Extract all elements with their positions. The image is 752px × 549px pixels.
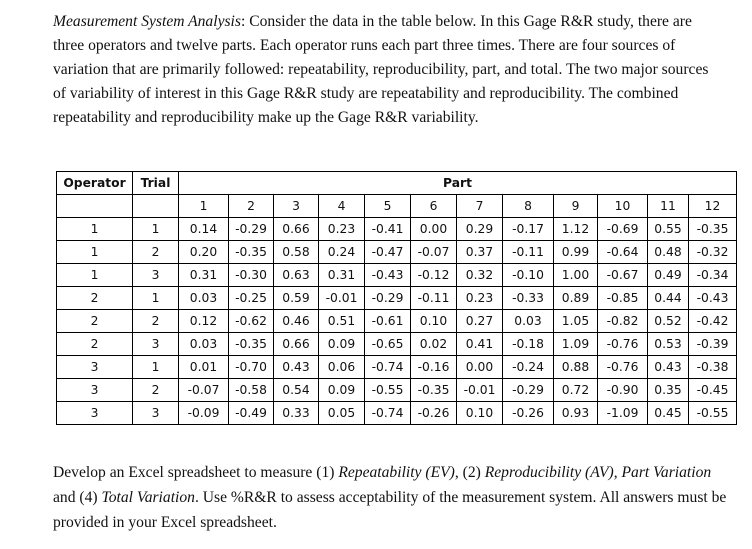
- measurement-cell: -0.47: [365, 241, 411, 264]
- part-number-cell: 7: [457, 195, 503, 218]
- measurement-cell: 1.00: [554, 264, 598, 287]
- task-text-2: , (2): [454, 464, 485, 481]
- measurement-cell: 0.31: [179, 264, 229, 287]
- measurement-cell: 0.09: [319, 333, 365, 356]
- table-row: [57, 264, 737, 287]
- trial-cell: 3: [133, 402, 179, 425]
- measurement-cell: -0.90: [598, 379, 648, 402]
- table-row: [57, 402, 737, 425]
- measurement-cell: 0.03: [179, 333, 229, 356]
- part-number-cell: 10: [598, 195, 648, 218]
- task-reproducibility: Reproducibility (AV): [484, 464, 614, 481]
- table-row: [57, 356, 737, 379]
- measurement-cell: 0.59: [274, 287, 319, 310]
- measurement-cell: -0.10: [503, 264, 554, 287]
- operator-cell: 2: [57, 333, 133, 356]
- measurement-cell: -0.45: [689, 379, 737, 402]
- part-number-cell: 11: [648, 195, 689, 218]
- measurement-cell: -0.65: [365, 333, 411, 356]
- trial-cell: 2: [133, 379, 179, 402]
- measurement-cell: -0.42: [689, 310, 737, 333]
- measurement-cell: -0.12: [411, 264, 457, 287]
- measurement-cell: 0.05: [319, 402, 365, 425]
- measurement-cell: 0.53: [648, 333, 689, 356]
- measurement-cell: -0.55: [689, 402, 737, 425]
- measurement-cell: 0.23: [457, 287, 503, 310]
- measurement-cell: 0.29: [457, 218, 503, 241]
- measurement-cell: -0.67: [598, 264, 648, 287]
- measurement-cell: 0.43: [274, 356, 319, 379]
- measurement-cell: 0.58: [274, 241, 319, 264]
- measurement-cell: 0.88: [554, 356, 598, 379]
- trial-cell: 3: [133, 264, 179, 287]
- measurement-cell: -0.74: [365, 356, 411, 379]
- task-text-4: and (4): [53, 489, 102, 506]
- measurement-cell: 0.01: [179, 356, 229, 379]
- measurement-cell: 0.24: [319, 241, 365, 264]
- measurement-cell: 0.02: [411, 333, 457, 356]
- part-number-cell: 2: [229, 195, 274, 218]
- part-number-cell: 1: [179, 195, 229, 218]
- trial-header: Trial: [133, 172, 179, 195]
- measurement-cell: -0.09: [179, 402, 229, 425]
- task-instructions: [53, 460, 733, 535]
- measurement-cell: -0.01: [319, 287, 365, 310]
- table-row: [57, 241, 737, 264]
- part-number-cell: 9: [554, 195, 598, 218]
- trial-cell: 2: [133, 241, 179, 264]
- intro-body: : Consider the data in the table below. In this Gage R&R study, there are three operators and twelve parts. Each operator runs each part three times. There are four sources of variation that are primarily followed: repeatability, reproducibility, part, and total. The two major sources of variability of interest in this Gage R&R study are repeatability and reproducibility. The combined repeatability and reproducibility make up the Gage R&R variability.: [53, 13, 709, 126]
- table-body: [57, 218, 737, 425]
- measurement-cell: -0.55: [365, 379, 411, 402]
- measurement-cell: -0.30: [229, 264, 274, 287]
- measurement-cell: 1.12: [554, 218, 598, 241]
- measurement-cell: 0.31: [319, 264, 365, 287]
- table-row: [57, 310, 737, 333]
- measurement-cell: 0.03: [179, 287, 229, 310]
- measurement-cell: 0.46: [274, 310, 319, 333]
- measurement-cell: -0.07: [179, 379, 229, 402]
- measurement-cell: -0.39: [689, 333, 737, 356]
- measurement-cell: -0.35: [411, 379, 457, 402]
- trial-cell: 1: [133, 287, 179, 310]
- measurement-cell: -0.29: [503, 379, 554, 402]
- table-row: [57, 379, 737, 402]
- measurement-cell: 0.35: [648, 379, 689, 402]
- measurement-cell: -0.33: [503, 287, 554, 310]
- measurement-cell: -0.49: [229, 402, 274, 425]
- measurement-cell: 0.10: [411, 310, 457, 333]
- measurement-cell: -0.76: [598, 356, 648, 379]
- header-row: [57, 172, 737, 195]
- operator-cell: 3: [57, 356, 133, 379]
- measurement-cell: -0.35: [229, 241, 274, 264]
- blank-cell: [57, 195, 133, 218]
- task-part-variation: Part Variation: [621, 464, 712, 481]
- measurement-cell: 0.52: [648, 310, 689, 333]
- measurement-cell: 0.27: [457, 310, 503, 333]
- measurement-cell: -0.82: [598, 310, 648, 333]
- gage-rr-table: [56, 171, 737, 425]
- problem-intro: [53, 10, 723, 130]
- measurement-cell: 0.54: [274, 379, 319, 402]
- measurement-cell: 0.32: [457, 264, 503, 287]
- operator-cell: 3: [57, 402, 133, 425]
- measurement-cell: -0.38: [689, 356, 737, 379]
- measurement-cell: 0.41: [457, 333, 503, 356]
- operator-cell: 1: [57, 218, 133, 241]
- part-number-row: [57, 195, 737, 218]
- measurement-cell: -0.24: [503, 356, 554, 379]
- measurement-cell: 0.99: [554, 241, 598, 264]
- part-number-cell: 8: [503, 195, 554, 218]
- trial-cell: 2: [133, 310, 179, 333]
- task-total-variation: Total Variation: [101, 489, 195, 506]
- measurement-cell: 0.72: [554, 379, 598, 402]
- measurement-cell: -0.70: [229, 356, 274, 379]
- part-header: Part: [179, 172, 737, 195]
- measurement-cell: -0.43: [689, 287, 737, 310]
- measurement-cell: 0.48: [648, 241, 689, 264]
- measurement-cell: -1.09: [598, 402, 648, 425]
- measurement-cell: 0.09: [319, 379, 365, 402]
- measurement-cell: 0.00: [411, 218, 457, 241]
- measurement-cell: 0.03: [503, 310, 554, 333]
- trial-cell: 1: [133, 218, 179, 241]
- measurement-cell: -0.26: [411, 402, 457, 425]
- measurement-cell: 0.63: [274, 264, 319, 287]
- measurement-cell: -0.07: [411, 241, 457, 264]
- measurement-cell: 0.44: [648, 287, 689, 310]
- measurement-cell: -0.69: [598, 218, 648, 241]
- measurement-cell: -0.29: [229, 218, 274, 241]
- measurement-cell: -0.64: [598, 241, 648, 264]
- task-repeatability: Repeatability (EV): [338, 464, 455, 481]
- operator-cell: 2: [57, 310, 133, 333]
- measurement-cell: 0.00: [457, 356, 503, 379]
- measurement-cell: 0.37: [457, 241, 503, 264]
- measurement-cell: 0.51: [319, 310, 365, 333]
- measurement-cell: 0.33: [274, 402, 319, 425]
- measurement-cell: -0.17: [503, 218, 554, 241]
- measurement-cell: -0.76: [598, 333, 648, 356]
- measurement-cell: 0.66: [274, 333, 319, 356]
- trial-cell: 3: [133, 333, 179, 356]
- measurement-cell: 0.45: [648, 402, 689, 425]
- measurement-cell: -0.35: [229, 333, 274, 356]
- measurement-cell: -0.18: [503, 333, 554, 356]
- measurement-cell: 1.05: [554, 310, 598, 333]
- part-number-cell: 6: [411, 195, 457, 218]
- measurement-cell: 1.09: [554, 333, 598, 356]
- part-number-cell: 5: [365, 195, 411, 218]
- trial-cell: 1: [133, 356, 179, 379]
- measurement-cell: -0.16: [411, 356, 457, 379]
- measurement-cell: -0.26: [503, 402, 554, 425]
- measurement-cell: -0.43: [365, 264, 411, 287]
- table-row: [57, 287, 737, 310]
- task-text-1: Develop an Excel spreadsheet to measure (1): [53, 464, 339, 481]
- measurement-cell: 0.49: [648, 264, 689, 287]
- measurement-cell: -0.58: [229, 379, 274, 402]
- measurement-cell: -0.62: [229, 310, 274, 333]
- measurement-cell: 0.66: [274, 218, 319, 241]
- measurement-cell: -0.34: [689, 264, 737, 287]
- measurement-cell: 0.10: [457, 402, 503, 425]
- measurement-cell: 0.20: [179, 241, 229, 264]
- measurement-cell: 0.89: [554, 287, 598, 310]
- measurement-cell: -0.11: [503, 241, 554, 264]
- part-number-cell: 12: [689, 195, 737, 218]
- intro-title: Measurement System Analysis: [53, 13, 241, 30]
- measurement-cell: 0.14: [179, 218, 229, 241]
- operator-cell: 3: [57, 379, 133, 402]
- measurement-cell: 0.23: [319, 218, 365, 241]
- measurement-cell: -0.11: [411, 287, 457, 310]
- measurement-cell: 0.06: [319, 356, 365, 379]
- table-row: [57, 333, 737, 356]
- measurement-cell: 0.55: [648, 218, 689, 241]
- part-number-cell: 3: [274, 195, 319, 218]
- measurement-cell: -0.85: [598, 287, 648, 310]
- operator-cell: 1: [57, 241, 133, 264]
- measurement-cell: -0.35: [689, 218, 737, 241]
- measurement-cell: -0.61: [365, 310, 411, 333]
- task-text-3: ,: [613, 464, 622, 481]
- measurement-cell: -0.74: [365, 402, 411, 425]
- measurement-cell: 0.43: [648, 356, 689, 379]
- measurement-cell: 0.12: [179, 310, 229, 333]
- operator-header: Operator: [57, 172, 133, 195]
- measurement-cell: -0.29: [365, 287, 411, 310]
- task-text-5: . Use %R&R to assess acceptability of the measurement system. All answers must be provided in your Excel spreadsheet.: [53, 489, 727, 531]
- measurement-cell: -0.41: [365, 218, 411, 241]
- part-number-cell: 4: [319, 195, 365, 218]
- measurement-cell: -0.01: [457, 379, 503, 402]
- blank-cell: [133, 195, 179, 218]
- table-row: [57, 218, 737, 241]
- measurement-cell: -0.25: [229, 287, 274, 310]
- measurement-cell: 0.93: [554, 402, 598, 425]
- gage-rr-table-wrap: [56, 171, 737, 425]
- operator-cell: 2: [57, 287, 133, 310]
- operator-cell: 1: [57, 264, 133, 287]
- measurement-cell: -0.32: [689, 241, 737, 264]
